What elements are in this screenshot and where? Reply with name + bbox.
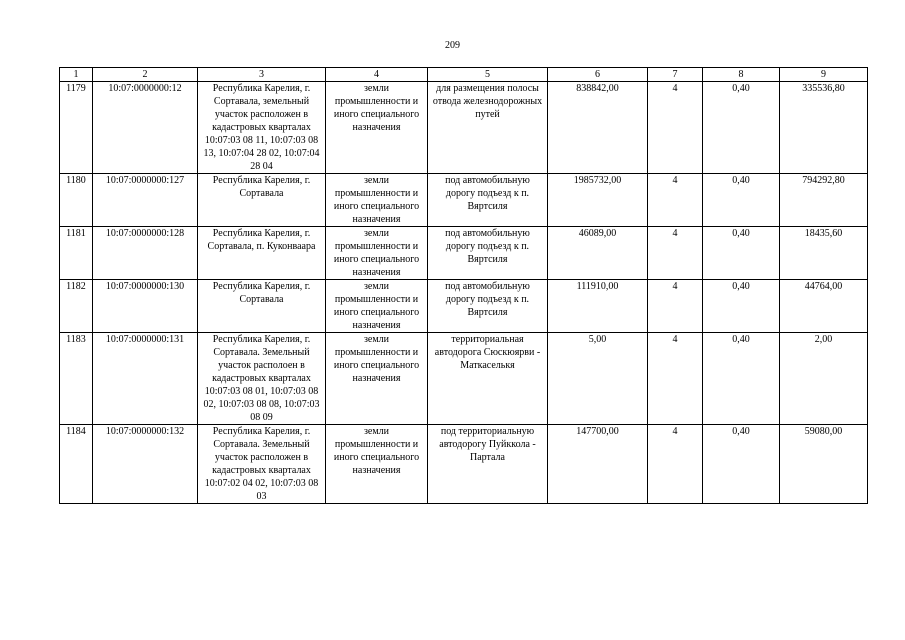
table-row — [60, 333, 868, 425]
value-col-9: 335536,80 — [780, 82, 868, 174]
cadastral-number: 10:07:0000000:128 — [93, 227, 198, 280]
permitted-use: под автомобильную дорогу подъезд к п. Вяртсиля — [428, 227, 548, 280]
value-col-8: 0,40 — [703, 174, 780, 227]
value-col-8: 0,40 — [703, 227, 780, 280]
location: Республика Карелия, г. Сортавала — [198, 174, 326, 227]
column-header: 9 — [780, 68, 868, 82]
value-col-8: 0,40 — [703, 425, 780, 504]
value-col-6: 838842,00 — [548, 82, 648, 174]
land-category: земли промышленности и иного специального назначения — [326, 425, 428, 504]
permitted-use: под территориальную автодорогу Пуйккола - Партала — [428, 425, 548, 504]
value-col-9: 2,00 — [780, 333, 868, 425]
column-header: 2 — [93, 68, 198, 82]
row-number: 1179 — [60, 82, 93, 174]
value-col-9: 18435,60 — [780, 227, 868, 280]
land-category: земли промышленности и иного специального назначения — [326, 174, 428, 227]
location: Республика Карелия, г. Сортавала, земельный участок расположен в кадастровых кварталах 10:07:03 08 11, 10:07:03 08 13, 10:07:04 28 02, 10:07:04 28 04 — [198, 82, 326, 174]
column-header: 5 — [428, 68, 548, 82]
location: Республика Карелия, г. Сортавала, п. Куконваара — [198, 227, 326, 280]
value-col-9: 44764,00 — [780, 280, 868, 333]
cadastral-number: 10:07:0000000:12 — [93, 82, 198, 174]
location: Республика Карелия, г. Сортавала. Земельный участок расположен в кадастровых кварталах 10:07:02 04 02, 10:07:03 08 03 — [198, 425, 326, 504]
value-col-8: 0,40 — [703, 82, 780, 174]
permitted-use: территориальная автодорога Сюскюярви - Маткаселькя — [428, 333, 548, 425]
value-col-6: 1985732,00 — [548, 174, 648, 227]
table-row — [60, 174, 868, 227]
value-col-9: 794292,80 — [780, 174, 868, 227]
value-col-7: 4 — [648, 227, 703, 280]
column-header: 8 — [703, 68, 780, 82]
location: Республика Карелия, г. Сортавала — [198, 280, 326, 333]
column-header: 3 — [198, 68, 326, 82]
table-header — [60, 68, 868, 82]
permitted-use: под автомобильную дорогу подъезд к п. Вяртсиля — [428, 280, 548, 333]
permitted-use: для размещения полосы отвода железнодорожных путей — [428, 82, 548, 174]
land-category: земли промышленности и иного специального назначения — [326, 82, 428, 174]
table-row — [60, 280, 868, 333]
value-col-7: 4 — [648, 174, 703, 227]
column-header: 7 — [648, 68, 703, 82]
value-col-7: 4 — [648, 333, 703, 425]
value-col-6: 5,00 — [548, 333, 648, 425]
value-col-8: 0,40 — [703, 280, 780, 333]
row-number: 1184 — [60, 425, 93, 504]
value-col-7: 4 — [648, 280, 703, 333]
land-category: земли промышленности и иного специального назначения — [326, 227, 428, 280]
header-row — [60, 68, 868, 82]
value-col-6: 46089,00 — [548, 227, 648, 280]
location: Республика Карелия, г. Сортавала. Земельный участок располоен в кадастровых кварталах 10:07:03 08 01, 10:07:03 08 02, 10:07:03 08 08, 10:07:03 08 09 — [198, 333, 326, 425]
value-col-6: 147700,00 — [548, 425, 648, 504]
value-col-8: 0,40 — [703, 333, 780, 425]
column-header: 6 — [548, 68, 648, 82]
table-row — [60, 425, 868, 504]
land-category: земли промышленности и иного специального назначения — [326, 333, 428, 425]
table-row — [60, 227, 868, 280]
permitted-use: под автомобильную дорогу подъезд к п. Вяртсиля — [428, 174, 548, 227]
page-number: 209 — [445, 40, 460, 51]
value-col-7: 4 — [648, 425, 703, 504]
row-number: 1181 — [60, 227, 93, 280]
column-header: 1 — [60, 68, 93, 82]
cadastre-table — [59, 67, 868, 504]
column-header: 4 — [326, 68, 428, 82]
row-number: 1180 — [60, 174, 93, 227]
cadastral-number: 10:07:0000000:132 — [93, 425, 198, 504]
cadastral-number: 10:07:0000000:131 — [93, 333, 198, 425]
table-row — [60, 82, 868, 174]
value-col-9: 59080,00 — [780, 425, 868, 504]
value-col-6: 111910,00 — [548, 280, 648, 333]
cadastral-number: 10:07:0000000:130 — [93, 280, 198, 333]
value-col-7: 4 — [648, 82, 703, 174]
row-number: 1183 — [60, 333, 93, 425]
row-number: 1182 — [60, 280, 93, 333]
cadastral-number: 10:07:0000000:127 — [93, 174, 198, 227]
land-category: земли промышленности и иного специального назначения — [326, 280, 428, 333]
